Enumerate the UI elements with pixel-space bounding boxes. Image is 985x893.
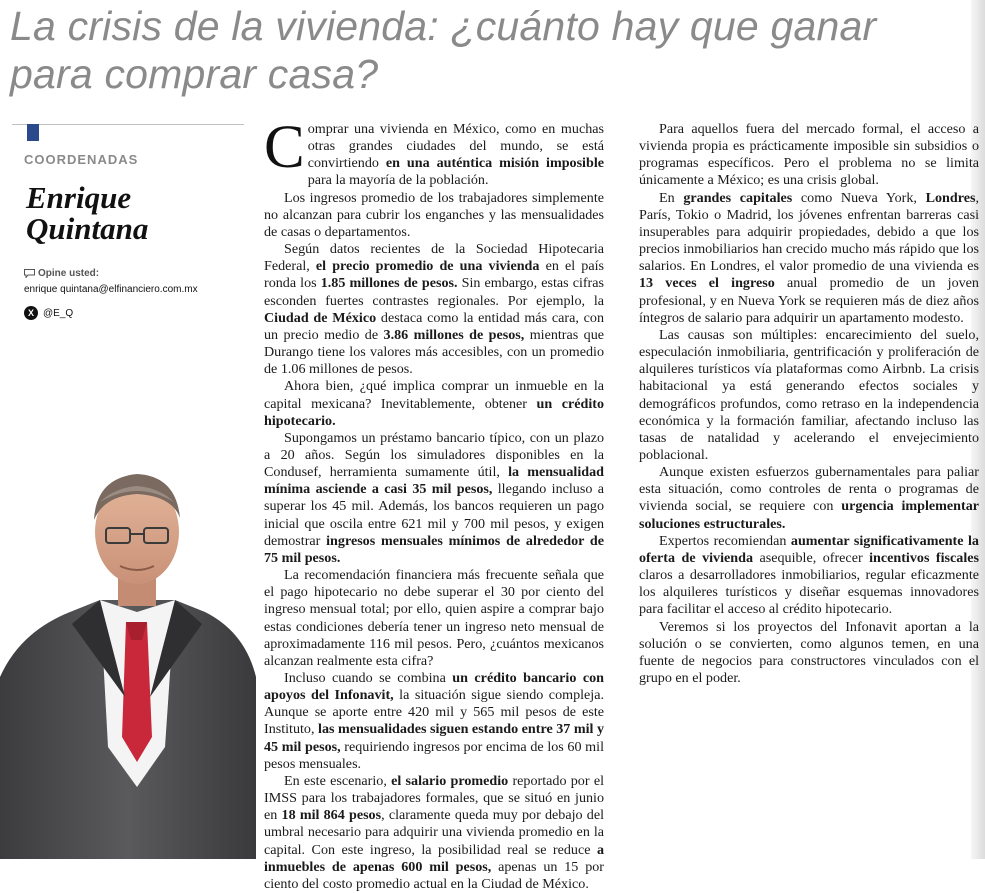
article-paragraph bbox=[639, 533, 979, 619]
headline: La crisis de la vivienda: ¿cuánto hay que ganar para comprar casa? bbox=[10, 3, 877, 97]
bold-text: las mensualidades siguen estando entre 37 mil y 45 mil pesos, bbox=[264, 721, 604, 755]
bold-text: un crédito hipotecario. bbox=[264, 395, 604, 429]
opine-label-text: Opine usted: bbox=[38, 268, 100, 279]
sidebar-divider bbox=[12, 124, 244, 125]
section-label: COORDENADAS bbox=[24, 152, 139, 167]
article-paragraph bbox=[264, 190, 604, 241]
article-paragraph bbox=[639, 619, 979, 688]
bold-text: 13 veces el ingreso bbox=[639, 275, 775, 292]
bold-text: a inmuebles de apenas 600 mil pesos, bbox=[264, 841, 604, 875]
bold-text: Londres bbox=[925, 189, 976, 206]
text-run: Aunque existen esfuerzos gubernamentales para paliar esta situación, como controles de renta o programas de vivienda social, se requiere con bbox=[639, 464, 979, 515]
article-paragraph bbox=[264, 773, 604, 893]
text-run: Según datos recientes de la Sociedad Hipotecaria Federal, bbox=[264, 241, 604, 275]
article-paragraph bbox=[264, 241, 604, 378]
author-last-name: Quintana bbox=[26, 211, 149, 246]
bold-text: Ciudad de México bbox=[264, 309, 377, 326]
author-name bbox=[26, 182, 148, 244]
bold-text: el salario promedio bbox=[391, 772, 509, 789]
article-column-1 bbox=[264, 114, 605, 893]
article-paragraph bbox=[264, 567, 604, 670]
bold-text: 18 mil 864 pesos bbox=[281, 807, 382, 824]
bold-text: el precio promedio de una vivienda bbox=[315, 258, 540, 275]
bold-text: la mensualidad mínima asciende a casi 35 mil pesos, bbox=[264, 464, 604, 498]
text-run: requiriendo ingresos por encima de los 60 mil pesos mensuales. bbox=[264, 738, 604, 772]
text-run: asequible, ofrecer bbox=[753, 549, 870, 566]
bold-text: ingresos mensuales mínimos de alrededor de 75 mil pesos. bbox=[264, 532, 604, 566]
text-run: Ahora bien, ¿qué implica comprar un inmueble en la capital mexicana? Inevitablemente, obtener bbox=[264, 378, 604, 412]
text-run: como Nueva York, bbox=[792, 189, 926, 206]
text-run: , París, Tokio o Madrid, los jóvenes enfrentan barreras casi insuperables para adquirir propiedades, debido a que los precios inmobiliarios han crecido mucho más rápido que los salarios. En Londres, el valor promedio de una vivienda es bbox=[639, 189, 980, 275]
text-run: Expertos recomiendan bbox=[659, 532, 791, 549]
x-handle[interactable]: @E_Q bbox=[43, 307, 74, 319]
text-run: La recomendación financiera más frecuente señala que el pago hipotecario no debe superar el 30 por ciento del ingreso mensual total; por ello, quien aspire a comprar bajo estas condiciones debería tener un ingreso neto mensual de aproximadamente 116 mil pesos. Pero, ¿cuántos mexicanos alcanzan realmente esta cifra? bbox=[264, 567, 604, 669]
article-paragraph bbox=[639, 190, 979, 327]
text-run: apenas un 15 por ciento del costo promedio actual en la Ciudad de México. bbox=[264, 858, 604, 892]
author-email-link[interactable]: enrique quintana@elfinanciero.com.mx bbox=[24, 284, 198, 295]
text-run: Sin embargo, estas cifras esconden fuertes contrastes regionales. Por ejemplo, la bbox=[264, 275, 604, 309]
bold-text: aumentar significativamente la oferta de vivienda bbox=[639, 532, 979, 566]
text-run: En este escenario, bbox=[284, 772, 392, 789]
text-run: mientras que Durango tiene los valores más accesibles, con un promedio de 1.06 millones de pesos. bbox=[264, 326, 604, 378]
text-run: para la mayoría de la población. bbox=[307, 172, 489, 189]
article-paragraph bbox=[264, 114, 604, 190]
x-handle-row[interactable] bbox=[24, 306, 73, 320]
bold-text: un crédito bancario con apoyos del Infonavit, bbox=[264, 670, 604, 704]
text-run: Veremos si los proyectos del Infonavit aportan a la solución o se convierten, como algunos temen, en una fuente de negocios para constructores vinculados con el grupo en el poder. bbox=[639, 618, 979, 686]
text-run: Supongamos un préstamo bancario típico, con un plazo a 20 años. Según los simuladores disponibles en la Condusef, herramienta sumamente útil, bbox=[264, 429, 604, 481]
bold-text: urgencia implementar soluciones estructurales. bbox=[639, 498, 979, 532]
article-paragraph bbox=[639, 327, 979, 464]
opine-label bbox=[24, 268, 99, 279]
author-first-name: Enrique bbox=[26, 180, 132, 215]
text-run: llegando incluso a superar los 45 mil. Además, los bancos requieren un pago inicial que oscila entre 621 mil y 700 mil pesos, y exigen demostrar bbox=[264, 481, 604, 549]
text-run: , claramente queda muy por debajo del umbral necesario para adquirir una vivienda promedio en la capital. Con este ingreso, la posibilidad real se reduce bbox=[264, 807, 604, 858]
author-portrait bbox=[0, 462, 256, 859]
article-column-2 bbox=[639, 121, 979, 687]
bold-text: 1.85 millones de pesos. bbox=[320, 275, 458, 292]
text-run: destaca como la entidad más cara, con un precio medio de bbox=[264, 309, 604, 343]
bold-text: 3.86 millones de pesos, bbox=[383, 326, 525, 343]
article-paragraph bbox=[639, 464, 979, 533]
text-run: En bbox=[659, 189, 684, 206]
text-run: claros a desarrolladores inmobiliarios, regular eficazmente los alquileres turísticos y diseñar esquemas innovadores para facilitar el acceso al crédito hipotecario. bbox=[639, 567, 979, 618]
section-tab-marker bbox=[27, 124, 39, 141]
x-logo-icon: X bbox=[24, 306, 38, 320]
text-run: la situación sigue siendo compleja. Aunque se aporte entre 420 mil y 565 mil pesos de este Instituto, bbox=[264, 687, 604, 738]
text-run: Para aquellos fuera del mercado formal, el acceso a vivienda propia es prácticamente imposible sin subsidios o programas específicos. Pero el problema no se limita únicamente a México; es una crisis global. bbox=[639, 121, 979, 189]
text-run: Incluso cuando se combina bbox=[284, 670, 453, 686]
text-run: Los ingresos promedio de los trabajadores simplemente no alcanzan para cubrir los enganches y las mensualidades de casas o departamentos. bbox=[264, 189, 604, 240]
article-paragraph bbox=[639, 121, 979, 190]
comment-icon bbox=[24, 269, 35, 278]
drop-cap: C bbox=[264, 114, 305, 181]
bold-text: en una auténtica misión imposible bbox=[385, 155, 604, 172]
text-run: reportado por el IMSS para los trabajadores formales, que se situó en junio en bbox=[264, 772, 604, 824]
article-paragraph bbox=[264, 670, 604, 773]
text-run: omprar una vivienda en México, como en muchas otras grandes ciudades del mundo, se está convirtiendo bbox=[307, 121, 604, 172]
text-run: en el país ronda los bbox=[264, 258, 605, 292]
article-paragraph bbox=[264, 430, 604, 567]
article-paragraph bbox=[264, 378, 604, 429]
bold-text: incentivos fiscales bbox=[869, 549, 979, 566]
bold-text: grandes capitales bbox=[683, 189, 793, 206]
text-run: anual promedio de un joven profesional, y en Nueva York se requieren más de diez años íntegros de salario para adquirir un apartamento modesto. bbox=[639, 275, 979, 326]
text-run: Las causas son múltiples: encarecimiento del suelo, especulación inmobiliaria, gentrificación y proliferación de alquileres turísticos vía plataformas como Airbnb. La crisis habitacional ya está generando efectos sociales y demográficos profundos, como retraso en la independencia económica y la formación familiar, afectando incluso las tasas de natalidad y acelerando el envejecimiento poblacional. bbox=[639, 326, 979, 463]
